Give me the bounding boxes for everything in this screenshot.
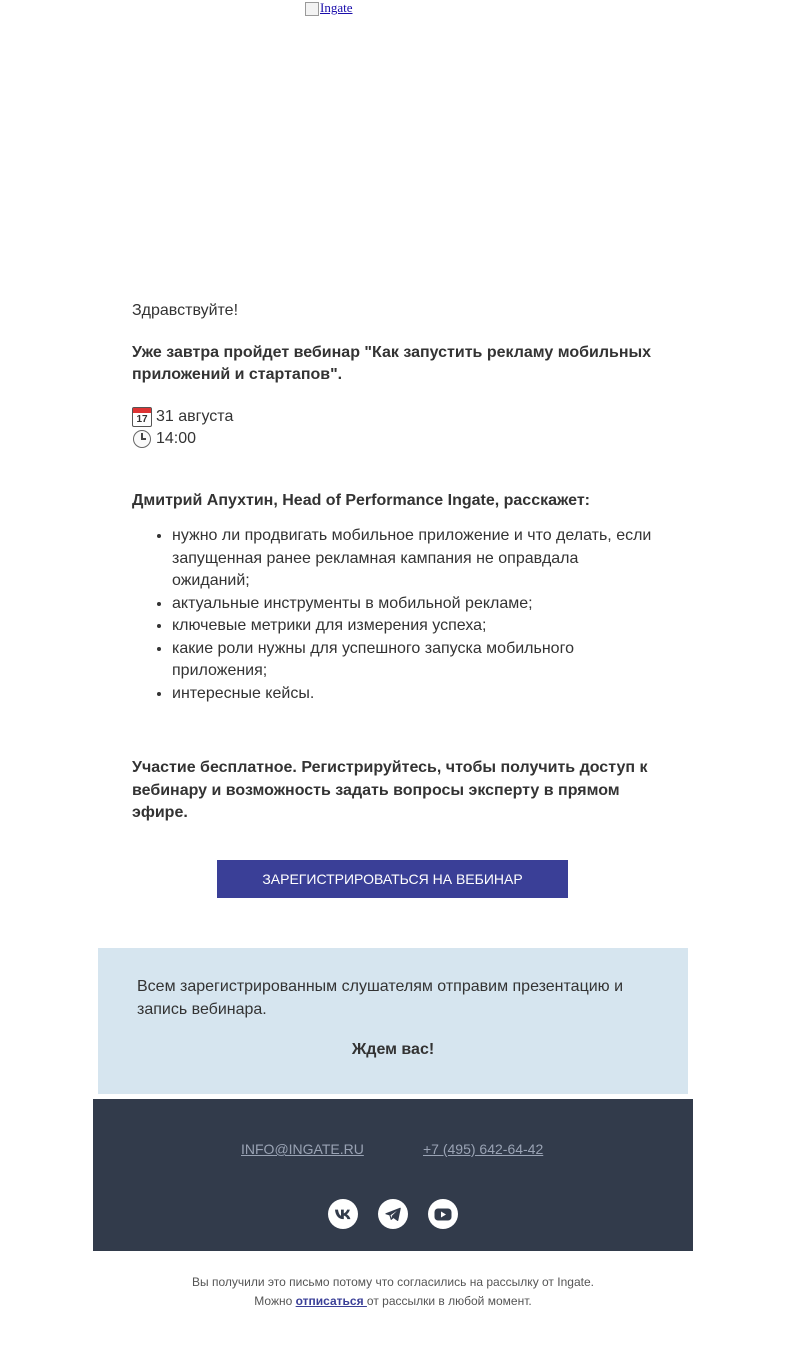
list-item: • интересные кейсы. (172, 683, 657, 706)
list-item: • нужно ли продвигать мобильное приложение и что делать, если запущенная ранее рекламная кампания не оправдала ожиданий; (172, 525, 657, 593)
topics-list (132, 525, 657, 705)
event-time-line (132, 428, 657, 451)
calendar-icon: 17 (132, 407, 152, 427)
closing-text: Ждем вас! (351, 1041, 435, 1058)
info-text: Всем зарегистрированным слушателям отправим презентацию и запись вебинара. (137, 978, 624, 1018)
telegram-icon[interactable] (378, 1199, 408, 1229)
speaker-intro: Дмитрий Апухтин, Head of Performance Ingate, расскажет: (132, 491, 590, 509)
event-date-line (132, 406, 657, 429)
footer (93, 1099, 693, 1251)
event-time: 14:00 (156, 430, 197, 447)
register-button[interactable]: ЗАРЕГИСТРИРОВАТЬСЯ НА ВЕБИНАР (217, 860, 568, 898)
logo-link[interactable] (305, 0, 352, 16)
list-item: • ключевые метрики для измерения успеха; (172, 615, 657, 638)
greeting: Здравствуйте! (132, 302, 239, 319)
webinar-announcement: Уже завтра пройдет вебинар "Как запустить рекламу мобильных приложений и стартапов". (132, 343, 652, 383)
email-body (132, 300, 657, 825)
legal-notice: Вы получили это письмо потому что согласились на рассылку от Ingate. (192, 1275, 594, 1289)
unsubscribe-notice: Можно отписаться от рассылки в любой момент. (254, 1294, 532, 1308)
cta-text: Участие бесплатное. Регистрируйтесь, чтобы получить доступ к вебинару и возможность задать вопросы эксперту в прямом эфире. (132, 759, 648, 821)
list-item: • какие роли нужны для успешного запуска мобильного приложения; (172, 638, 657, 683)
info-box (98, 948, 688, 1094)
clock-icon (133, 430, 151, 448)
unsubscribe-link[interactable]: отписаться (295, 1294, 367, 1308)
phone-link[interactable]: +7 (495) 642-64-42 (423, 1141, 544, 1157)
vk-icon[interactable] (328, 1199, 358, 1229)
logo-alt-text: Ingate (320, 0, 353, 15)
email-link[interactable]: INFO@INGATE.RU (241, 1141, 364, 1157)
broken-image-icon (305, 2, 319, 16)
list-item: • актуальные инструменты в мобильной рекламе; (172, 593, 657, 616)
youtube-icon[interactable] (428, 1199, 458, 1229)
event-date: 31 августа (156, 407, 234, 425)
